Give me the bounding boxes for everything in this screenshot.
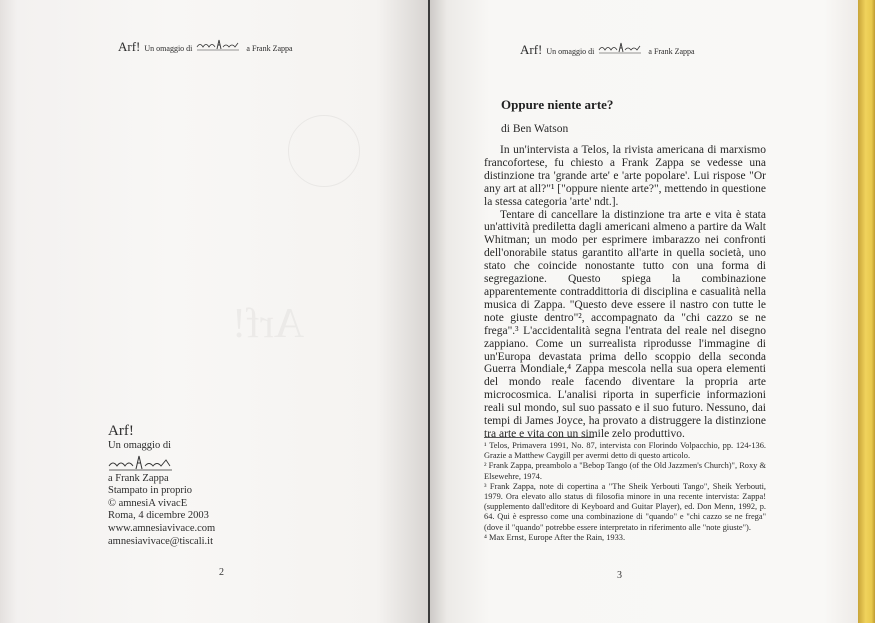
footnote: ⁴ Max Ernst, Europe After the Rain, 1933. bbox=[484, 532, 626, 542]
amnesia-vivace-logo bbox=[108, 455, 308, 471]
header-title: Arf! bbox=[520, 42, 543, 57]
header-tail: a Frank Zappa bbox=[648, 47, 695, 56]
body-paragraph: In un'intervista a Telos, la rivista americana di marxismo francofortese, fu chiesto a Frank Zappa se vedesse una distinzione tra 'grande arte' e 'arte popolare'. Lui rispose "Or any art at all?"¹ ["oppure niente arte?", mettendo in questione la stessa categoria 'arte' ndt.]. bbox=[484, 144, 766, 208]
colophon-line: Roma, 4 dicembre 2003 bbox=[108, 510, 209, 522]
header-subtitle: Un omaggio di bbox=[144, 44, 193, 53]
article-body bbox=[484, 144, 766, 441]
page-number: 2 bbox=[219, 567, 224, 578]
header-subtitle: Un omaggio di bbox=[546, 47, 595, 56]
colophon-line: Un omaggio di bbox=[108, 440, 171, 451]
footnote: ¹ Telos, Primavera 1991, No. 87, intervista con Florindo Volpacchio, pp. 124-136. Grazie a Matthew Caygill per avermi detto di questo articolo. bbox=[484, 441, 766, 461]
footnote: ³ Frank Zappa, note di copertina a "The Sheik Yerbouti Tango", Sheik Yerbouti, 1979. Ora elevato allo status di filosofia minore in una recente intervista: Zappa! (supplemento dall'editore di Keyboard and Guitar Player), ed. Don Menn, 1992, p. 64. Qui è espresso come una combinazione di "quando" e "chi cazzo se ne frega" (dove il "quando" potrebbe essere interpretato in riferimento alle "note giuste"). bbox=[484, 481, 766, 532]
colophon-line: a Frank Zappa bbox=[108, 472, 169, 484]
bleed-through-circle bbox=[288, 115, 360, 187]
book-edge bbox=[858, 0, 875, 623]
footnotes bbox=[484, 441, 766, 543]
article-heading: Oppure niente arte? bbox=[501, 97, 614, 112]
colophon-title: Arf! bbox=[108, 423, 134, 439]
page-number: 3 bbox=[617, 570, 622, 581]
page-header bbox=[520, 41, 695, 59]
colophon-email: amnesiavivace@tiscali.it bbox=[108, 535, 214, 547]
colophon-website: www.amnesiavivace.com bbox=[108, 522, 216, 534]
page-header bbox=[118, 38, 293, 56]
colophon bbox=[108, 423, 308, 548]
article-byline: di Ben Watson bbox=[501, 123, 569, 135]
amnesia-vivace-logo bbox=[598, 41, 642, 59]
header-tail: a Frank Zappa bbox=[246, 44, 293, 53]
body-paragraph: Tentare di cancellare la distinzione tra arte e vita è stata un'attività prediletta dagli americani almeno a partire da Walt Whitman; un modo per esprimere imbarazzo nei confronti dell'onorabile status garantito all'arte in quella società, uno stato che coincide nonostante tutto con una forma di segregazione. Questo spiega la combinazione apparentemente contraddittoria di disciplina e casualità nella musica di Zappa. "Questo deve essere il nastro con tutte le note giuste dentro"², accompagnato da "chi cazzo se ne frega".³ L'accidentalità segna l'entrata del reale nel disegno zappiano. Come un surrealista riprodusse l'immagine di un'Europa devastata prima dello scoppio della seconda Guerra Mondiale,⁴ Zappa mescola nella sua opera elementi del mondo reale facendo diventare la propria arte microcosmica. L'analisi riporta in superficie informazioni reali sul mondo, sul suo passato e il suo futuro. Nessuno, dai tempi di James Joyce, ha provato a distruggere la distinzione tra arte e vita con un simile zelo produttivo. bbox=[484, 208, 766, 440]
colophon-line: © amnesiA vivacE bbox=[108, 497, 188, 509]
header-title: Arf! bbox=[118, 39, 141, 54]
colophon-line: Stampato in proprio bbox=[108, 485, 192, 497]
bleed-through-title bbox=[232, 300, 304, 348]
footnote: ² Frank Zappa, preambolo a "Bebop Tango (of the Old Jazzmen's Church)", Roxy & Elsewehre, 1974. bbox=[484, 461, 766, 481]
amnesia-vivace-logo bbox=[196, 38, 240, 56]
footnote-rule bbox=[484, 437, 594, 438]
left-page bbox=[0, 0, 428, 623]
